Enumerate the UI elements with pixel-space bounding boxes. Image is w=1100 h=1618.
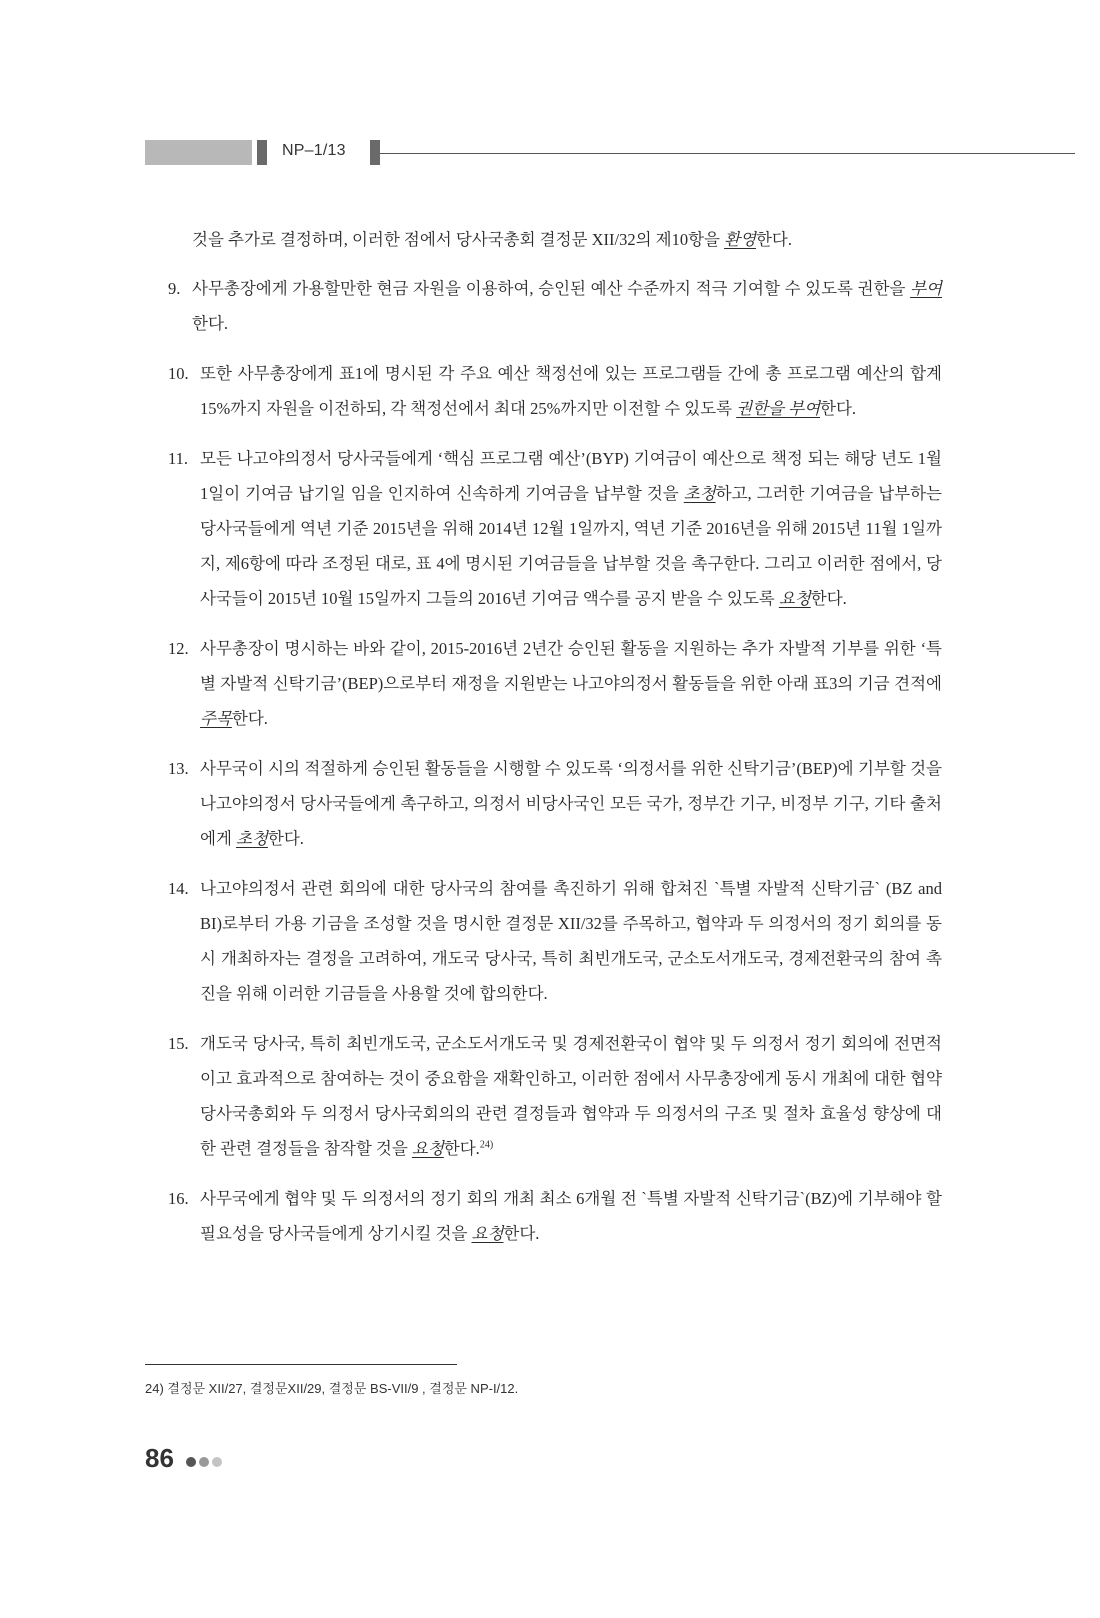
item-number: 13. bbox=[168, 759, 189, 778]
header-dark-marker-right bbox=[370, 140, 380, 165]
item-text bbox=[200, 441, 942, 616]
item-number: 9. bbox=[168, 279, 181, 298]
emphasis-text: 요청 bbox=[411, 1139, 444, 1158]
paragraph-text: 모든 나고야의정서 당사국들에게 ‘핵심 프로그램 예산’(BYP) 기여금이 예산으로 책정 되는 해당 년도 1월 1일이 기여금 납기일 임을 인지하여 신속하게 기여금을 납부할 것을 bbox=[200, 449, 942, 503]
dot-icon bbox=[199, 1457, 209, 1467]
paragraph-text: 또한 사무총장에게 표1에 명시된 각 주요 예산 책정선에 있는 프로그램들 간에 총 프로그램 예산의 합계 15%까지 자원을 이전하되, 각 책정선에서 최대 25%까지만 이전할 수 있도록 bbox=[200, 364, 942, 418]
paragraph-text: 한다. bbox=[443, 1139, 480, 1158]
list-item-11 bbox=[168, 441, 942, 616]
item-number: 11. bbox=[168, 449, 189, 468]
paragraph-text: 사무총장에게 가용할만한 현금 자원을 이용하여, 승인된 예산 수준까지 적극 기여할 수 있도록 권한을 bbox=[192, 279, 911, 298]
header-document-code: NP–1/13 bbox=[282, 142, 346, 159]
list-item-15 bbox=[168, 1026, 942, 1166]
document-body bbox=[168, 222, 942, 1266]
item-text bbox=[200, 751, 942, 856]
dot-icon bbox=[212, 1457, 222, 1467]
paragraph-text: 것을 추가로 결정하며, 이러한 점에서 당사국총회 결정문 XII/32의 제10항을 bbox=[192, 230, 725, 249]
item-number: 12. bbox=[168, 639, 189, 658]
paragraph-text: 사무총장이 명시하는 바와 같이, 2015-2016년 2년간 승인된 활동을 지원하는 추가 자발적 기부를 위한 ‘특별 자발적 신탁기금’(BEP)으로부터 재정을 지원받는 나고야의정서 활동들을 위한 아래 표3의 기금 견적에 bbox=[200, 639, 942, 693]
emphasis-text: 권한을 부여 bbox=[736, 399, 821, 418]
item-text bbox=[200, 1181, 942, 1251]
footnote: 24) 결정문 XII/27, 결정문XII/29, 결정문 BS-VII/9 , 결정문 NP-I/12. bbox=[145, 1381, 519, 1396]
list-item-10 bbox=[168, 356, 942, 426]
footnote-reference[interactable]: 24) bbox=[479, 1139, 494, 1151]
paragraph-text: 한다. bbox=[267, 829, 304, 848]
emphasis-text: 주목 bbox=[200, 709, 232, 728]
header-gray-bar bbox=[145, 140, 252, 165]
emphasis-text: 요청 bbox=[778, 589, 811, 608]
item-number: 14. bbox=[168, 879, 189, 898]
item-text: 나고야의정서 관련 회의에 대한 당사국의 참여를 촉진하기 위해 합쳐진 `특별 자발적 신탁기금` (BZ and BI)로부터 가용 기금을 조성할 것을 명시한 결정문 XII/32를 주목하고, 협약과 두 의정서의 정기 회의를 동시 개최하자는 결정을 고려하여, 개도국 당사국, 특히 최빈개도국, 군소도서개도국, 경제전환국의 참여 촉진을 위해 이러한 기금들을 사용할 것에 합의한다. bbox=[200, 879, 942, 1003]
item-text bbox=[192, 271, 942, 341]
paragraph-text: 사무국에게 협약 및 두 의정서의 정기 회의 개최 최소 6개월 전 `특별 자발적 신탁기금`(BZ)에 기부해야 할 필요성을 당사국들에게 상기시킬 것을 bbox=[200, 1189, 942, 1243]
paragraph-text: 한다. bbox=[503, 1224, 540, 1243]
paragraph-text: 하고, 그러한 기여금을 납부하는 당사국들에게 역년 기준 2015년을 위해 2014년 12월 1일까지, 역년 기준 2016년을 위해 2015년 11월 1일까지, 제6항에 따라 조정된 대로, 표 4에 명시된 기여금들을 납부할 것을 촉구한다. 그리고 이러한 점에서, 당사국들이 2015년 10월 15일까지 그들의 2016년 기여금 액수를 공지 받을 수 있도록 bbox=[200, 484, 942, 608]
paragraph-text: 한다. bbox=[755, 230, 792, 249]
list-item-12 bbox=[168, 631, 942, 736]
paragraph-text: 한다. bbox=[810, 589, 847, 608]
paragraph-text: 한다. bbox=[192, 314, 229, 333]
header-rule bbox=[380, 153, 1075, 154]
paragraph-text: 한다. bbox=[820, 399, 857, 418]
paragraph-text: 한다. bbox=[231, 709, 268, 728]
item-text bbox=[200, 631, 942, 736]
footnote-rule bbox=[145, 1364, 457, 1365]
list-item-14 bbox=[168, 871, 942, 1011]
page-number-dots bbox=[186, 1457, 222, 1467]
item-number: 15. bbox=[168, 1034, 189, 1053]
emphasis-text: 초청 bbox=[683, 484, 716, 503]
item-text bbox=[200, 1026, 942, 1166]
emphasis-text: 요청 bbox=[471, 1224, 504, 1243]
emphasis-text: 초청 bbox=[236, 829, 268, 848]
emphasis-text: 부여 bbox=[910, 279, 942, 298]
list-item-16 bbox=[168, 1181, 942, 1251]
header-dark-marker-left bbox=[257, 140, 267, 165]
item-number: 16. bbox=[168, 1189, 189, 1208]
emphasis-text: 환영 bbox=[724, 230, 756, 249]
dot-icon bbox=[186, 1457, 196, 1467]
paragraph-text: 개도국 당사국, 특히 최빈개도국, 군소도서개도국 및 경제전환국이 협약 및 두 의정서 정기 회의에 전면적이고 효과적으로 참여하는 것이 중요함을 재확인하고, 이러한 점에서 사무총장에게 동시 개최에 대한 협약 당사국총회와 두 의정서 당사국회의의 관련 결정들과 협약과 두 의정서의 구조 및 절차 효율성 향상에 대한 관련 결정들을 참작할 것을 bbox=[200, 1034, 942, 1158]
paragraph-text: 사무국이 시의 적절하게 승인된 활동들을 시행할 수 있도록 ‘의정서를 위한 신탁기금’(BEP)에 기부할 것을 나고야의정서 당사국들에게 촉구하고, 의정서 비당사국인 모든 국가, 정부간 기구, 비정부 기구, 기타 출처에게 bbox=[200, 759, 942, 848]
list-item-13 bbox=[168, 751, 942, 856]
list-item-9 bbox=[168, 271, 942, 341]
paragraph-continued bbox=[168, 222, 942, 257]
page-number: 86 bbox=[145, 1443, 174, 1473]
item-text bbox=[200, 356, 942, 426]
item-number: 10. bbox=[168, 364, 189, 383]
